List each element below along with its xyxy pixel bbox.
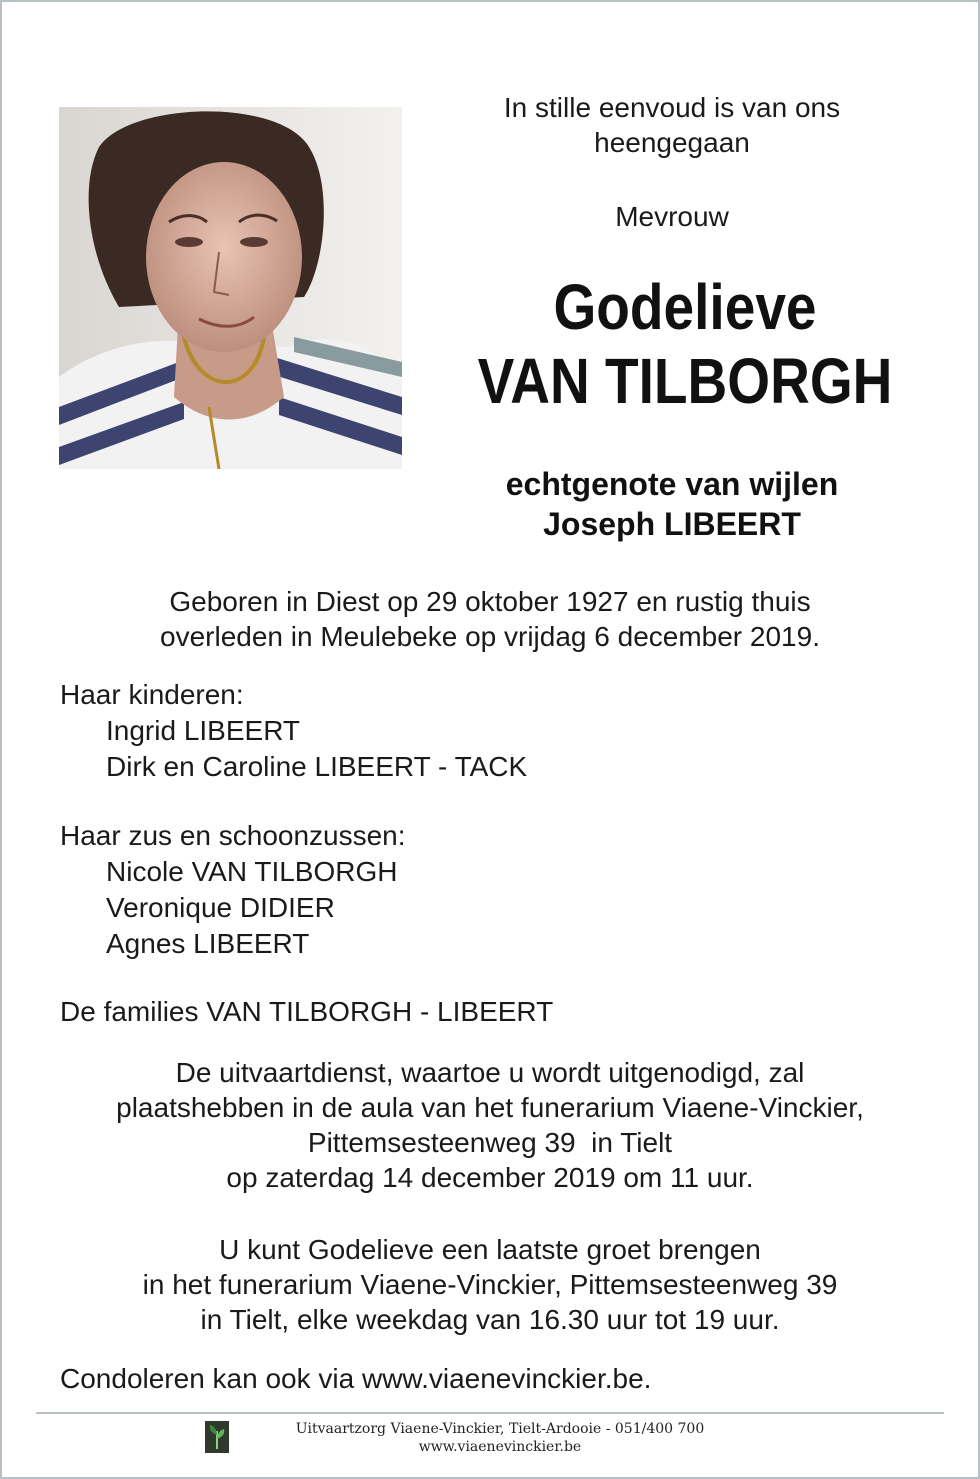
funeral-home-logo-icon — [205, 1421, 229, 1453]
text-line: U kunt Godelieve een laatste groet brengen — [219, 1234, 761, 1265]
text-line: in het funerarium Viaene-Vinckier, Pittemsesteenweg 39 — [142, 1269, 838, 1300]
spouse-name: Joseph LIBEERT — [543, 506, 801, 542]
intro-line: heengegaan — [594, 127, 750, 158]
condolence-text: Condoleren kan ook via www.viaenevinckier.be. — [60, 1363, 652, 1394]
service-text — [40, 1055, 940, 1195]
text-line: Pittemsesteenweg 39 in Tielt — [307, 1127, 673, 1158]
intro-text — [446, 90, 898, 160]
honorific: Mevrouw — [615, 201, 729, 232]
spouse-relation: echtgenote van wijlen — [505, 466, 839, 502]
list-item: Ingrid LIBEERT — [106, 715, 301, 746]
first-name: Godelieve — [553, 271, 817, 343]
text-line: op zaterdag 14 december 2019 om 11 uur. — [226, 1162, 754, 1193]
intro-line: In stille eenvoud is van ons — [503, 92, 841, 123]
text-line: overleden in Meulebeke op vrijdag 6 december 2019. — [160, 621, 820, 652]
text-line: plaatshebben in de aula van het funerarium Viaene-Vinckier, — [116, 1092, 864, 1123]
text-line: De uitvaartdienst, waartoe u wordt uitgenodigd, zal — [175, 1057, 805, 1088]
portrait-photo — [59, 107, 402, 469]
footer-company: Uitvaartzorg Viaene-Vinckier, Tielt-Ardooie - 051/400 700 — [295, 1421, 705, 1437]
list-item: Agnes LIBEERT — [106, 928, 310, 959]
text-line: in Tielt, elke weekdag van 16.30 uur tot 19 uur. — [200, 1304, 780, 1335]
sisters-section — [60, 818, 406, 962]
birth-death-text — [40, 584, 940, 654]
children-section — [60, 677, 527, 785]
list-item: Nicole VAN TILBORGH — [106, 856, 398, 887]
list-item: Dirk en Caroline LIBEERT - TACK — [106, 751, 528, 782]
visit-text — [40, 1232, 940, 1337]
last-name: VAN TILBORGH — [477, 345, 893, 417]
section-heading: Haar kinderen: — [60, 679, 244, 710]
families-text: De families VAN TILBORGH - LIBEERT — [60, 996, 554, 1027]
section-heading: Haar zus en schoonzussen: — [60, 820, 406, 851]
footer-divider — [36, 1412, 944, 1414]
footer-website: www.viaenevinckier.be — [418, 1439, 582, 1455]
text-line: Geboren in Diest op 29 oktober 1927 en rustig thuis — [169, 586, 811, 617]
list-item: Veronique DIDIER — [106, 892, 335, 923]
